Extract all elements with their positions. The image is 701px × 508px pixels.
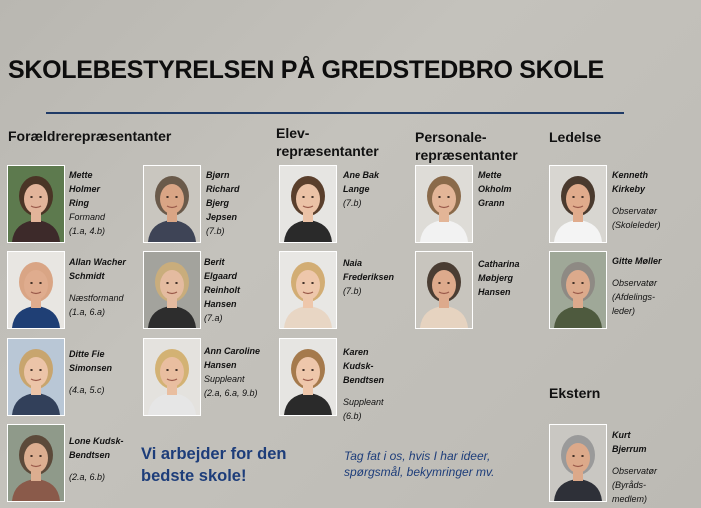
member-name-line: Frederiksen — [343, 272, 395, 282]
header-elev-line2: repræsentanter — [276, 143, 379, 159]
member-info — [343, 256, 409, 298]
portrait-photo — [415, 165, 473, 243]
member-name-line: Richard — [206, 184, 240, 194]
member-name-line: Jepsen — [206, 212, 238, 222]
member-name-line: Gitte Møller — [612, 256, 662, 266]
header-ekstern: Ekstern — [549, 385, 601, 401]
portrait-photo — [7, 165, 65, 243]
member-name-line: Reinholt — [204, 285, 240, 295]
member-info — [612, 428, 678, 506]
member-info — [204, 344, 270, 400]
member-info — [478, 257, 544, 299]
member-name-line: Berit — [204, 257, 225, 267]
member-name-line: Lange — [343, 184, 370, 194]
member-name-line: Hansen — [478, 287, 511, 297]
member-name-line: Bjerrum — [612, 444, 647, 454]
header-personale-line2: repræsentanter — [415, 147, 518, 163]
member-name-line: Bendtsen — [343, 375, 385, 385]
member-name-line: Naia — [343, 258, 363, 268]
member-info — [612, 254, 678, 318]
member-name-line: Ane Bak — [343, 170, 380, 180]
member-role: Observatør — [612, 206, 658, 216]
invite-text: Tag fat i os, hvis I har ideer, spørgsmål, bekymringer mv. — [344, 449, 495, 479]
member-name-line: Møbjerg — [478, 273, 513, 283]
header-personale-line1: Personale- — [415, 129, 487, 145]
member-name-line: Ditte Fie — [69, 349, 105, 359]
header-elev-line1: Elev- — [276, 125, 310, 141]
member-class: (7.b) — [343, 286, 362, 296]
member-class: (Byråds-medlem) — [612, 480, 648, 504]
member-name-line: Hansen — [204, 360, 237, 370]
portrait-photo — [549, 165, 607, 243]
member-info — [206, 168, 272, 238]
portrait-photo — [7, 251, 65, 329]
member-name-line: Elgaard — [204, 271, 238, 281]
portrait-photo — [415, 251, 473, 329]
member-class: (1.a, 4.b) — [69, 226, 106, 236]
portrait-photo — [143, 338, 201, 416]
member-info — [69, 168, 135, 238]
member-name-line: Kenneth — [612, 170, 648, 180]
member-info — [204, 255, 270, 325]
member-info — [612, 168, 678, 232]
member-name-line: Mette — [478, 170, 502, 180]
spacer — [612, 456, 678, 464]
member-name-line: Bjerg — [206, 198, 230, 208]
header-personale — [415, 128, 518, 164]
member-info — [343, 345, 409, 423]
member-name-line: Schmidt — [69, 271, 105, 281]
header-elev — [276, 124, 379, 160]
member-name-line: Ann Caroline — [204, 346, 261, 356]
member-name-line: Simonsen — [69, 363, 113, 373]
portrait-photo — [279, 251, 337, 329]
portrait-photo — [143, 165, 201, 243]
member-name-line: Mette — [69, 170, 93, 180]
member-role: Observatør — [612, 278, 658, 288]
member-info — [69, 255, 135, 319]
member-name-line: Bendtsen — [69, 450, 111, 460]
member-class: (7.b) — [343, 198, 362, 208]
portrait-photo — [7, 338, 65, 416]
member-info — [343, 168, 409, 210]
member-class: (Afdelings-leder) — [612, 292, 656, 316]
spacer — [69, 375, 135, 383]
member-name-line: Holmer — [69, 184, 101, 194]
member-role: Formand — [69, 212, 106, 222]
member-class: (2.a, 6.b) — [69, 472, 106, 482]
member-info — [69, 434, 135, 484]
member-name-line: Kirkeby — [612, 184, 646, 194]
portrait-photo — [143, 251, 201, 329]
member-role: Observatør — [612, 466, 658, 476]
member-name-line: Grann — [478, 198, 505, 208]
spacer — [612, 196, 678, 204]
member-name-line: Lone Kudsk- — [69, 436, 124, 446]
portrait-photo — [549, 424, 607, 502]
member-name-line: Catharina — [478, 259, 520, 269]
portrait-photo — [7, 424, 65, 502]
member-role: Suppleant — [343, 397, 384, 407]
member-name-line: Bjørn — [206, 170, 230, 180]
header-foraeldre: Forældrerepræsentanter — [8, 128, 172, 144]
spacer — [69, 462, 135, 470]
member-class: (7.b) — [206, 226, 225, 236]
member-class: (1.a, 6.a) — [69, 307, 106, 317]
member-class: (Skoleleder) — [612, 220, 661, 230]
member-role: Suppleant — [204, 374, 245, 384]
member-name-line: Ring — [69, 198, 89, 208]
member-name-line: Allan Wacher — [69, 257, 126, 267]
member-class: (4.a, 5.c) — [69, 385, 105, 395]
member-name-line: Okholm — [478, 184, 512, 194]
spacer — [343, 387, 409, 395]
member-class: (7.a) — [204, 313, 223, 323]
slogan: Vi arbejder for den bedste skole! — [141, 445, 287, 485]
portrait-photo — [549, 251, 607, 329]
spacer — [612, 268, 678, 276]
header-ledelse: Ledelse — [549, 129, 602, 145]
member-class: (6.b) — [343, 411, 362, 421]
portrait-photo — [279, 165, 337, 243]
member-name-line: Hansen — [204, 299, 237, 309]
member-name-line: Karen — [343, 347, 369, 357]
member-class: (2.a, 6.a, 9.b) — [204, 388, 258, 398]
page-title: SKOLEBESTYRELSEN PÅ GREDSTEDBRO SKOLE — [8, 56, 604, 84]
title-divider — [46, 112, 624, 114]
member-info — [478, 168, 544, 210]
member-name-line: Kurt — [612, 430, 631, 440]
portrait-photo — [279, 338, 337, 416]
member-name-line: Kudsk- — [343, 361, 374, 371]
member-role: Næstformand — [69, 293, 124, 303]
spacer — [69, 283, 135, 291]
member-info — [69, 347, 135, 397]
